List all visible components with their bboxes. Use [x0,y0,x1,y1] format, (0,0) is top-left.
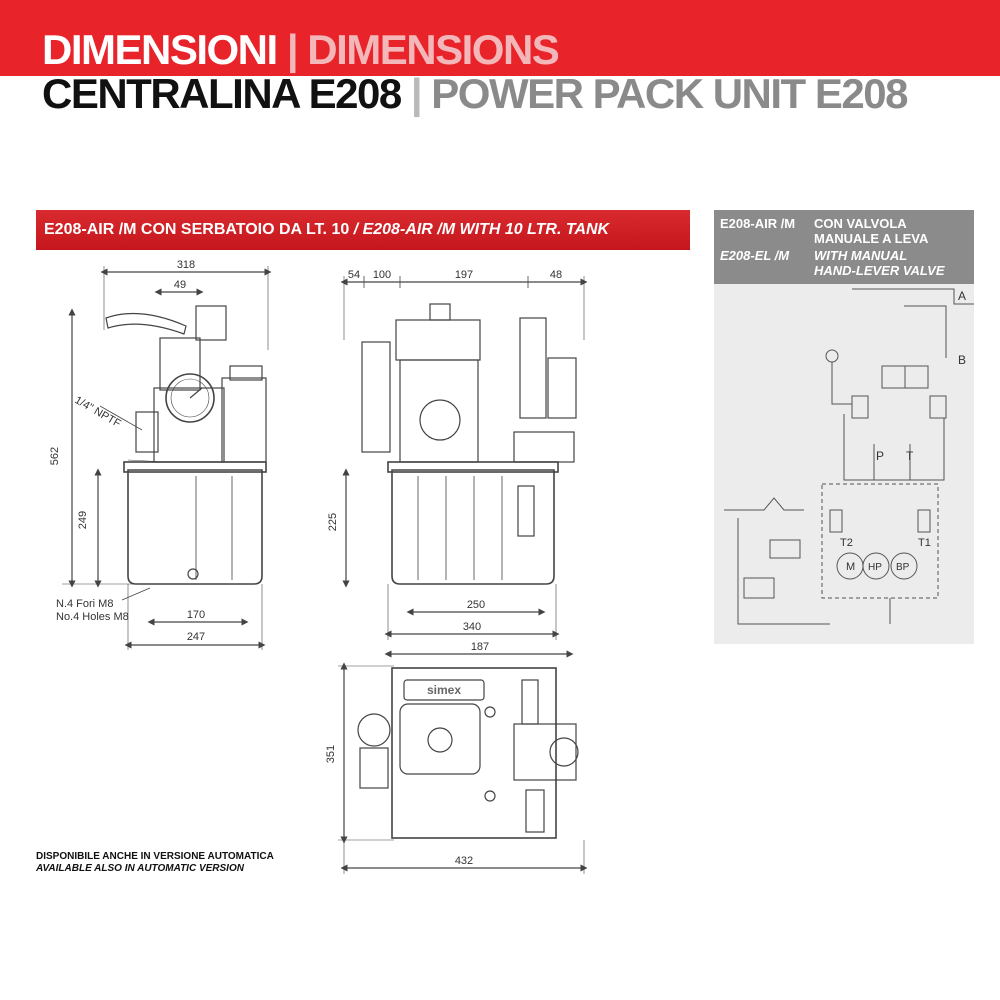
lever-stub [526,790,544,832]
filter-bowl [360,748,388,788]
return-line [844,414,944,480]
dim-side-base-outer: 247 [186,631,206,643]
dim-front-base-outer: 340 [462,621,482,633]
section-label-it: E208-AIR /M CON SERBATOIO DA LT. 10 [44,221,350,238]
port-t-label: T [906,449,914,463]
schema-row2-code: E208-EL /M [720,248,790,263]
motor-unit [222,378,266,462]
dim-top-187: 187 [470,641,490,653]
port-p-label: P [876,449,885,463]
dim-front-tank: 225 [327,512,339,532]
hand-lever [106,314,186,335]
dim-side-base-inner: 170 [186,609,206,621]
gauge-line [832,362,852,404]
oil-tank [392,470,554,584]
title-it: DIMENSIONI [42,26,277,73]
dim-side-height: 562 [49,446,61,466]
note-it: DISPONIBILE ANCHE IN VERSIONE AUTOMATICA [36,851,274,862]
relief-valve-1-icon [852,396,868,418]
holes-leader [122,588,150,600]
motor-body [400,704,480,774]
pump-hp-label: HP [868,562,882,573]
dim-top-depth: 351 [325,744,337,764]
filler-cap [485,707,495,717]
availability-note [36,851,274,875]
schema-row1-text-a: CON VALVOLA [814,216,907,231]
port-t2-label: T2 [840,537,853,549]
port-b-label: B [958,353,967,367]
schema-header [714,210,974,284]
motor-hub [428,728,452,752]
dim-side-width: 318 [176,259,196,271]
air-valve-icon [770,540,800,558]
relief-valve-top [522,680,538,724]
valve-body [160,338,200,390]
schema-row2-text-a: WITH MANUAL [814,248,908,263]
valve-base [514,432,574,462]
title-en: DIMENSIONS [307,26,559,73]
oil-tank [128,470,262,584]
schema-row2-text-b: HAND-LEVER VALVE [814,263,945,278]
valve-stack [520,318,546,418]
hydraulic-circuit-diagram [714,284,974,644]
dim-side-tank: 249 [77,510,89,530]
front-view-drawing [344,276,584,640]
schema-row1-text-b: MANUALE A LEVA [814,231,929,246]
air-filter-top [358,714,390,746]
relief-valve [196,306,226,340]
valve-block-top [514,724,576,780]
model-it: CENTRALINA E208 [42,70,401,117]
dim-front-base-inner: 250 [466,599,486,611]
dim-top-width: 432 [454,855,474,867]
side-view-drawing [62,266,268,650]
t1-valve-icon [918,510,930,532]
air-filter [362,342,390,452]
filter-regulator-icon [744,578,774,598]
section-label-en: E208-AIR /M WITH 10 LTR. TANK [362,221,610,238]
motor-label: M [846,561,856,573]
line-port-b [904,306,946,358]
motor-cap [430,304,450,320]
t2-valve-icon [830,510,842,532]
model-en: POWER PACK UNIT E208 [431,70,907,117]
holes-label-it: N.4 Fori M8 [56,598,114,610]
dim-front-a: 54 [347,269,361,281]
hydraulic-schema-panel [714,210,974,644]
schema-row1-code: E208-AIR /M [720,216,796,231]
dim-front-b: 100 [372,269,392,281]
air-supply-line [738,518,830,624]
motor-top [396,320,480,360]
tank-outline [392,668,556,838]
model-separator: | [410,70,422,117]
brand-logo-text: simex [426,683,462,697]
line-port-a [852,289,974,304]
pump-flange [420,400,460,440]
gauge-top [550,738,578,766]
gauge-symbol-icon [826,350,838,362]
breather [485,791,495,801]
air-inlet-line [724,498,804,510]
port-t1-label: T1 [918,537,931,549]
holes-label-en: No.4 Holes M8 [56,611,129,623]
pump-bp-label: BP [896,562,910,573]
dim-front-c: 197 [454,269,474,281]
drain-plug [188,569,198,579]
section-label-separator: / [349,221,363,238]
fitting-label: 1/4" NPTF [72,394,123,431]
note-en: AVAILABLE ALSO IN AUTOMATIC VERSION [36,863,244,874]
title-separator: | [286,26,298,73]
fitting-block [136,412,158,452]
oil-level-gauge [518,486,534,536]
dim-front-d: 48 [549,269,563,281]
relief-valve-2-icon [930,396,946,418]
pump-body [400,360,478,462]
dim-side-top: 49 [173,279,187,291]
port-a-label: A [958,289,967,303]
side-gauge [548,358,576,418]
